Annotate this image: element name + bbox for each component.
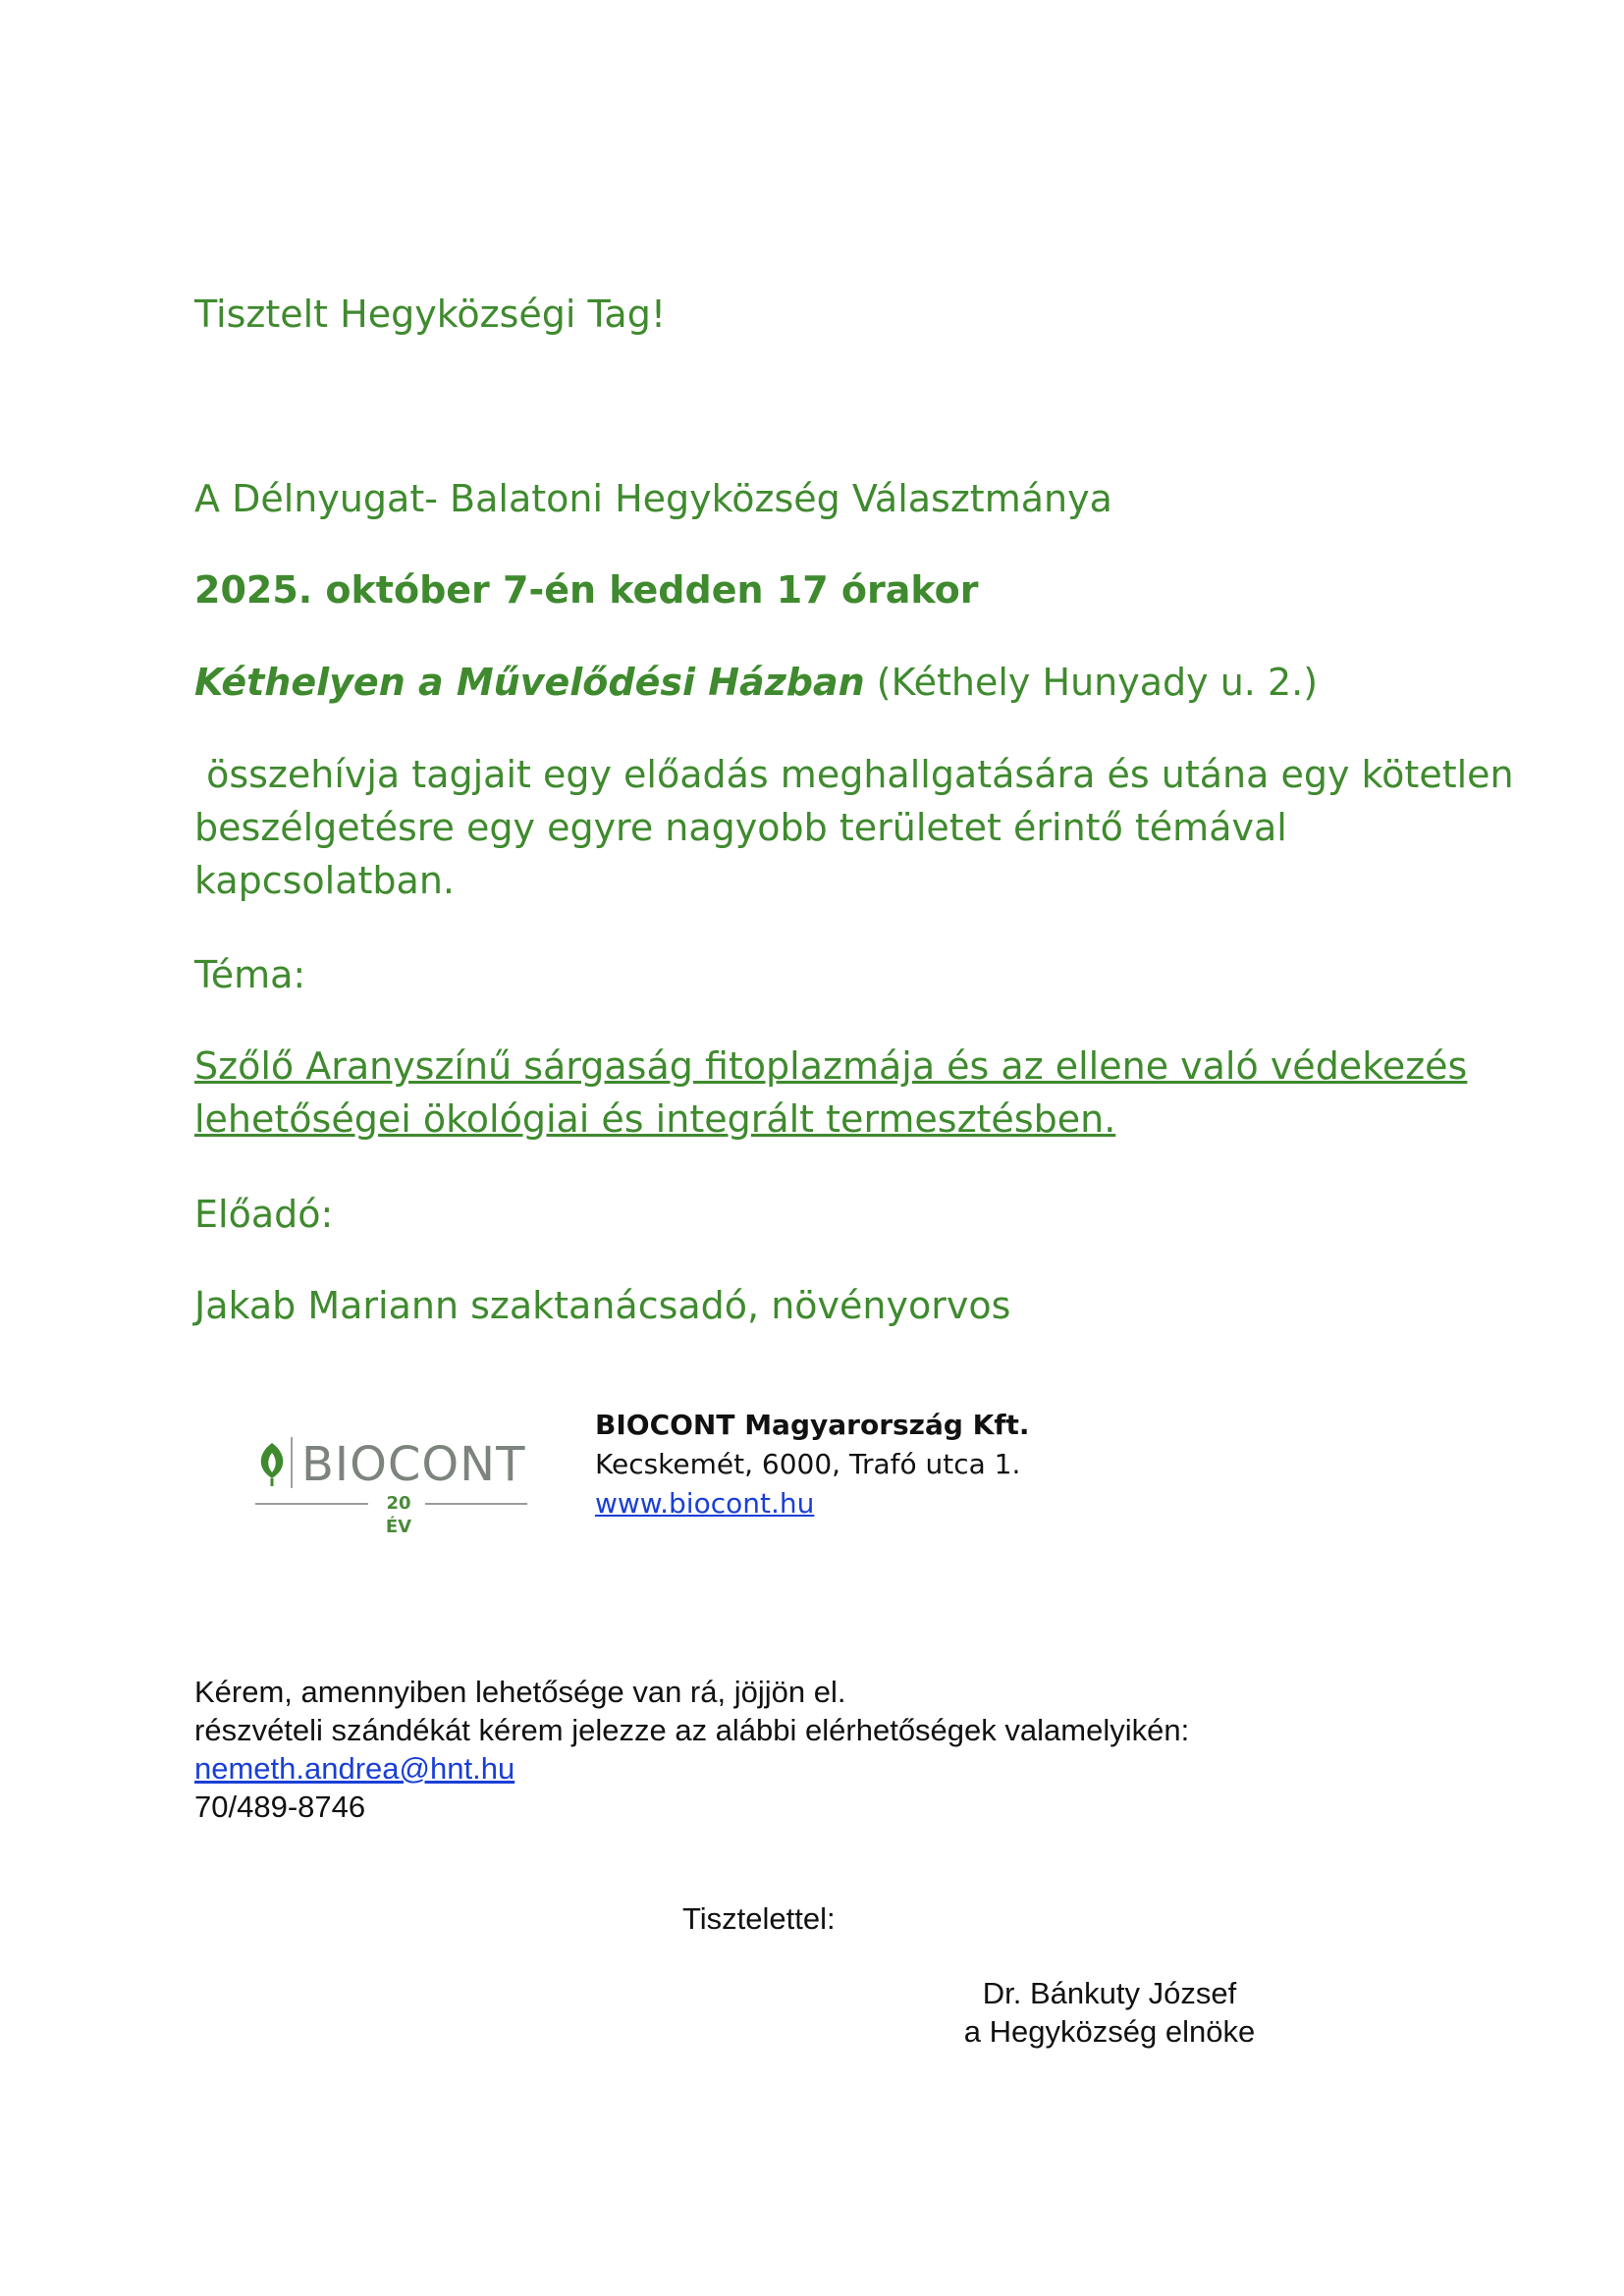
body-paragraph	[194, 748, 1514, 907]
venue-line	[194, 656, 1318, 709]
salutation: Tisztelettel:	[682, 1901, 836, 1936]
topic-line: Szőlő Aranyszínű sárgaság fitoplazmája és az ellene való védekezés	[194, 1044, 1468, 1088]
email-link[interactable]: nemeth.andrea@hnt.hu	[194, 1751, 515, 1786]
sponsor-name: BIOCONT Magyarország Kft.	[595, 1409, 1030, 1441]
venue-place: Kéthelyen a Művelődési Házban	[194, 661, 865, 704]
phone-number: 70/489-8746	[194, 1789, 366, 1824]
body-line: beszélgetésre egy egyre nagyobb területet érintő témával	[194, 806, 1287, 849]
speaker-label: Előadó:	[194, 1193, 334, 1236]
signature-name: Dr. Bánkuty József	[982, 1976, 1237, 2010]
closing-line-2: részvételi szándékát kérem jelezze az alábbi elérhetőségek valamelyikén:	[194, 1713, 1190, 1747]
greeting: Tisztelt Hegyközségi Tag!	[194, 293, 667, 336]
topic-title	[194, 1040, 1467, 1146]
closing-line-1: Kérem, amennyiben lehetősége van rá, jöjjön el.	[194, 1675, 846, 1709]
closing-block	[194, 1673, 1189, 1826]
signature-block	[943, 1974, 1276, 2051]
speaker: Jakab Mariann szaktanácsadó, növényorvos	[194, 1284, 1011, 1327]
sponsor-address: Kecskemét, 6000, Trafó utca 1.	[595, 1448, 1021, 1480]
signature-title: a Hegyközség elnöke	[963, 2014, 1256, 2049]
biocont-logo	[250, 1404, 535, 1537]
date-time: 2025. október 7-én kedden 17 órakor	[194, 568, 979, 612]
sponsor-website-link[interactable]: www.biocont.hu	[595, 1487, 815, 1520]
intro-line: A Délnyugat- Balatoni Hegyközség Választmánya	[194, 477, 1112, 520]
logo-subtitle: 20 ÉV	[385, 1493, 412, 1537]
body-line: kapcsolatban.	[194, 859, 455, 902]
venue-address: (Kéthely Hunyady u. 2.)	[864, 661, 1319, 704]
body-line: összehívja tagjait egy előadás meghallgatására és utána egy kötetlen	[194, 753, 1514, 796]
sponsor-info	[595, 1406, 1030, 1523]
logo-wordmark: BIOCONT	[301, 1437, 526, 1492]
topic-line: lehetőségei ökológiai és integrált termesztésben.	[194, 1097, 1116, 1141]
topic-label: Téma:	[194, 953, 306, 996]
